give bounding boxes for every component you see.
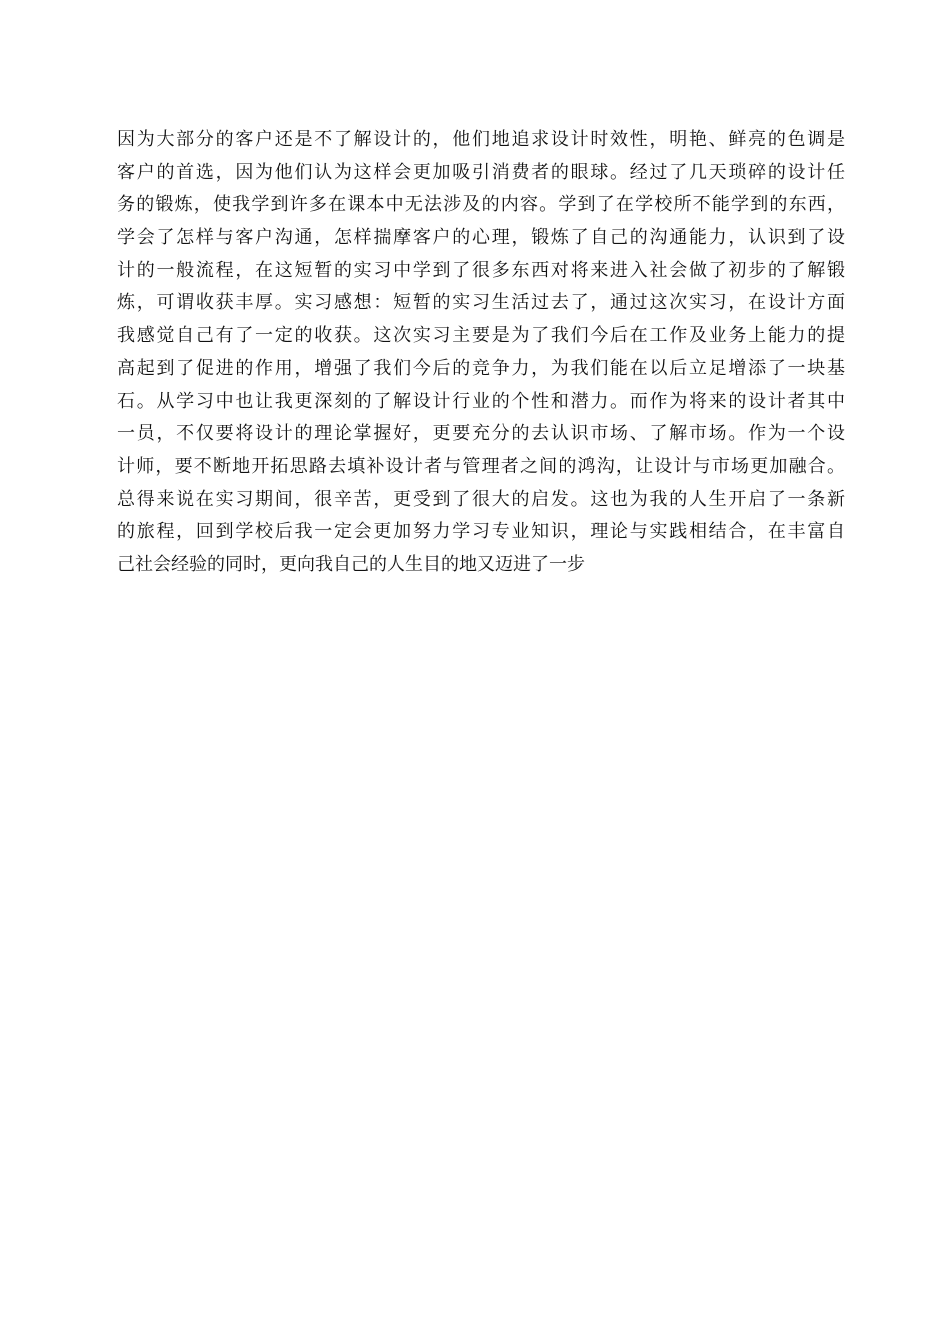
body-text bbox=[117, 124, 845, 582]
text-line: 计的一般流程，在这短暂的实习中学到了很多东西对将来进入社会做了初步的了解锻 bbox=[117, 259, 845, 281]
text-line: 总得来说在实习期间，很辛苦，更受到了很大的启发。这也为我的人生开启了一条新 bbox=[117, 488, 845, 510]
text-line: 学会了怎样与客户沟通，怎样揣摩客户的心理，锻炼了自己的沟通能力，认识到了设 bbox=[117, 227, 845, 249]
text-line: 因为大部分的客户还是不了解设计的，他们地追求设计时效性，明艳、鲜亮的色调是 bbox=[117, 129, 845, 150]
text-line: 计师，要不断地开拓思路去填补设计者与管理者之间的鸿沟，让设计与市场更加融合。 bbox=[117, 455, 845, 477]
text-line: 客户的首选，因为他们认为这样会更加吸引消费者的眼球。经过了几天琐碎的设计任 bbox=[117, 161, 845, 183]
text-line: 炼，可谓收获丰厚。实习感想：短暂的实习生活过去了，通过这次实习，在设计方面 bbox=[117, 292, 845, 314]
text-line: 石。从学习中也让我更深刻的了解设计行业的个性和潜力。而作为将来的设计者其中 bbox=[117, 390, 845, 412]
text-line: 我感觉自己有了一定的收获。这次实习主要是为了我们今后在工作及业务上能力的提 bbox=[117, 325, 845, 347]
text-line: 务的锻炼，使我学到许多在课本中无法涉及的内容。学到了在学校所不能学到的东西， bbox=[117, 194, 845, 216]
text-line: 的旅程，回到学校后我一定会更加努力学习专业知识，理论与实践相结合，在丰富自 bbox=[117, 521, 845, 543]
text-line: 己社会经验的同时，更向我自己的人生目的地又迈进了一步 bbox=[117, 553, 585, 575]
text-line: 高起到了促进的作用，增强了我们今后的竞争力，为我们能在以后立足增添了一块基 bbox=[117, 357, 845, 379]
text-line: 一员，不仅要将设计的理论掌握好，更要充分的去认识市场、了解市场。作为一个设 bbox=[117, 423, 845, 445]
